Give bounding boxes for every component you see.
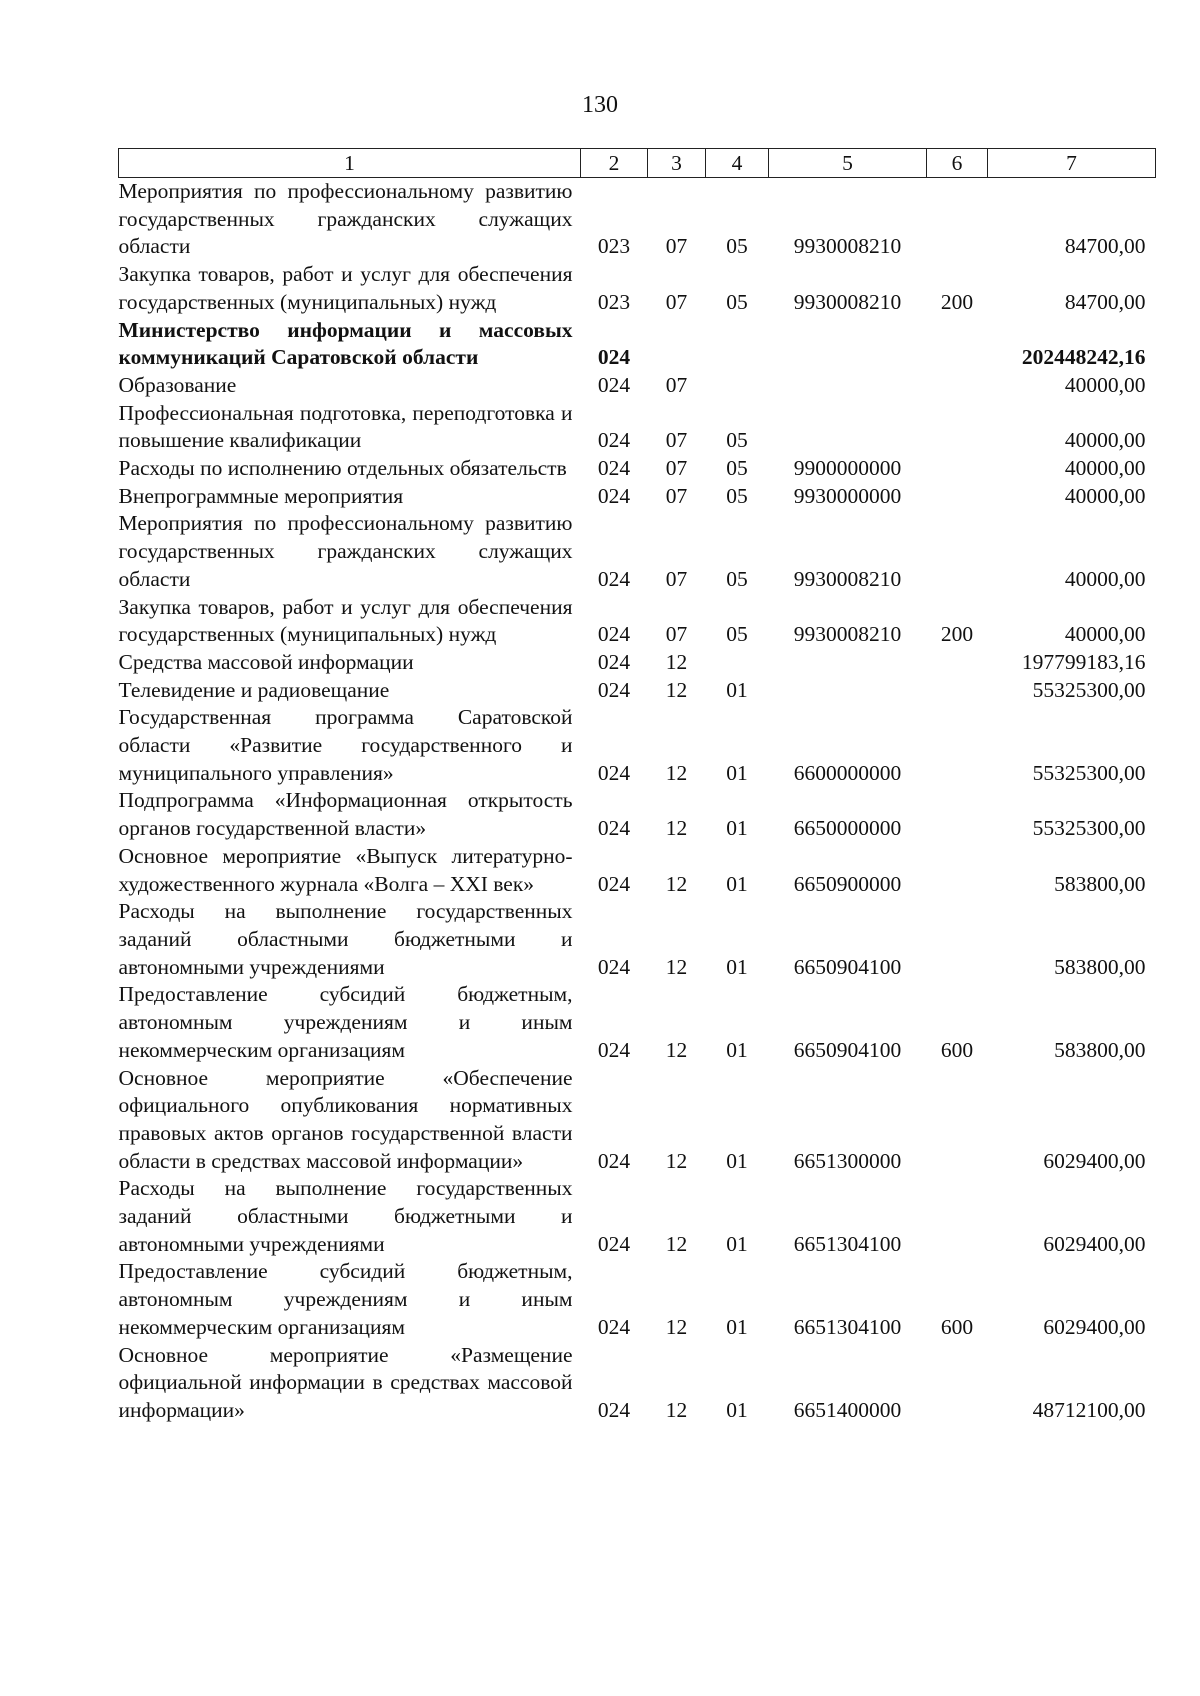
table-body — [119, 178, 1156, 1425]
row-subsection-code: 05 — [726, 289, 748, 314]
table-row — [119, 787, 1156, 842]
row-ministry-code: 023 — [597, 289, 631, 314]
row-amount: 84700,00 — [1064, 289, 1146, 314]
row-expense-type — [927, 704, 988, 787]
row-subsection-code: 05 — [726, 483, 748, 508]
row-target-article: 9930008210 — [793, 622, 902, 647]
row-ministry-code: 024 — [597, 483, 631, 508]
row-subsection-code: 05 — [726, 566, 748, 591]
row-target-article: 6600000000 — [793, 760, 902, 785]
row-ministry-code: 024 — [597, 428, 631, 453]
table-row — [119, 649, 1156, 677]
row-name: Министерство информации и массовых коммуникаций Саратовской области — [118, 317, 573, 370]
row-expense-type — [927, 400, 988, 455]
row-name: Образование — [118, 372, 237, 397]
row-amount: 48712100,00 — [1032, 1397, 1146, 1422]
row-name: Мероприятия по профессиональному развитию государственных гражданских служащих области — [118, 511, 573, 591]
table-row — [119, 898, 1156, 981]
row-section-code: 07 — [665, 289, 688, 314]
header-col-6: 6 — [927, 149, 988, 178]
row-ministry-code: 024 — [597, 649, 631, 674]
row-section-code: 12 — [665, 871, 688, 896]
row-target-article — [769, 677, 927, 705]
row-amount: 6029400,00 — [1043, 1148, 1146, 1173]
row-target-article: 9900000000 — [793, 456, 902, 481]
row-target-article: 6651304100 — [793, 1314, 902, 1339]
row-target-article: 6650900000 — [793, 871, 902, 896]
row-section-code: 12 — [665, 649, 688, 674]
table-row — [119, 455, 1156, 483]
row-subsection-code: 05 — [726, 234, 748, 259]
row-amount: 40000,00 — [1064, 622, 1146, 647]
table-row — [119, 1065, 1156, 1176]
row-ministry-code: 024 — [597, 677, 631, 702]
row-amount: 55325300,00 — [1032, 760, 1146, 785]
row-amount: 40000,00 — [1064, 483, 1146, 508]
row-subsection-code: 05 — [726, 622, 748, 647]
row-section-code: 07 — [665, 456, 688, 481]
row-ministry-code: 024 — [597, 816, 631, 841]
table-row — [119, 372, 1156, 400]
row-expense-type — [927, 317, 988, 372]
row-amount: 55325300,00 — [1032, 677, 1146, 702]
row-subsection-code: 01 — [726, 1148, 748, 1173]
row-expense-type: 600 — [940, 1314, 974, 1339]
row-target-article: 6651400000 — [793, 1397, 902, 1422]
row-expense-type: 600 — [940, 1037, 974, 1062]
row-section-code: 12 — [665, 677, 688, 702]
row-name: Предоставление субсидий бюджетным, автономным учреждениям и иным некоммерческим организациям — [118, 1259, 573, 1339]
row-amount: 197799183,16 — [1021, 649, 1146, 674]
table-row — [119, 843, 1156, 898]
row-ministry-code: 024 — [597, 871, 631, 896]
row-expense-type — [927, 372, 988, 400]
row-target-article: 9930008210 — [793, 566, 902, 591]
row-section-code: 12 — [665, 760, 688, 785]
row-section-code: 07 — [665, 566, 688, 591]
row-subsection-code: 01 — [726, 1037, 748, 1062]
row-subsection-code: 01 — [726, 954, 748, 979]
table-row — [119, 677, 1156, 705]
table-row — [119, 1258, 1156, 1341]
row-expense-type — [927, 1065, 988, 1176]
row-section-code: 07 — [665, 483, 688, 508]
row-amount: 583800,00 — [1054, 871, 1146, 896]
row-subsection-code — [706, 649, 769, 677]
row-name: Закупка товаров, работ и услуг для обеспечения государственных (муниципальных) нужд — [118, 594, 573, 647]
row-target-article — [769, 649, 927, 677]
row-expense-type — [927, 178, 988, 262]
row-section-code: 12 — [665, 1314, 688, 1339]
row-target-article — [769, 317, 927, 372]
row-section-code: 12 — [665, 1037, 688, 1062]
row-name: Расходы на выполнение государственных заданий областными бюджетными и автономными учреждениями — [118, 1176, 573, 1256]
row-expense-type — [927, 787, 988, 842]
row-expense-type: 200 — [940, 622, 974, 647]
row-ministry-code: 024 — [597, 622, 631, 647]
row-target-article: 6650904100 — [793, 1037, 902, 1062]
row-target-article: 9930000000 — [793, 483, 902, 508]
row-expense-type — [927, 843, 988, 898]
row-section-code: 12 — [665, 1148, 688, 1173]
table-header — [119, 149, 1156, 178]
row-expense-type — [927, 510, 988, 593]
row-section-code: 07 — [665, 622, 688, 647]
row-subsection-code: 01 — [726, 1231, 748, 1256]
row-amount: 40000,00 — [1064, 428, 1146, 453]
row-subsection-code: 01 — [726, 1397, 748, 1422]
row-ministry-code: 024 — [597, 372, 631, 397]
row-target-article — [769, 400, 927, 455]
row-ministry-code: 024 — [597, 954, 631, 979]
row-expense-type — [927, 898, 988, 981]
row-name: Основное мероприятие «Выпуск литературно-художественного журнала «Волга – XXI век» — [118, 843, 573, 896]
row-name: Основное мероприятие «Обеспечение официального опубликования нормативных правовых актов органов государственной власти области в средствах массовой информации» — [118, 1065, 573, 1173]
row-subsection-code — [706, 317, 769, 372]
header-col-2: 2 — [581, 149, 648, 178]
row-subsection-code: 01 — [726, 871, 748, 896]
row-ministry-code: 024 — [597, 345, 631, 370]
table-row — [119, 1175, 1156, 1258]
row-target-article: 6651300000 — [793, 1148, 902, 1173]
row-name: Внепрограммные мероприятия — [118, 483, 404, 508]
row-name: Основное мероприятие «Размещение официальной информации в средствах массовой информации» — [118, 1342, 573, 1422]
row-ministry-code: 024 — [597, 1231, 631, 1256]
row-name: Мероприятия по профессиональному развитию государственных гражданских служащих области — [118, 179, 573, 259]
row-name: Закупка товаров, работ и услуг для обеспечения государственных (муниципальных) нужд — [118, 262, 573, 314]
row-section-code: 12 — [665, 954, 688, 979]
table-row — [119, 178, 1156, 262]
row-expense-type — [927, 677, 988, 705]
table-row — [119, 1342, 1156, 1425]
table-row — [119, 400, 1156, 455]
row-subsection-code: 01 — [726, 677, 748, 702]
row-ministry-code: 024 — [597, 760, 631, 785]
row-ministry-code: 024 — [597, 1314, 631, 1339]
row-amount: 40000,00 — [1064, 566, 1146, 591]
row-expense-type — [927, 483, 988, 511]
header-col-7: 7 — [988, 149, 1156, 178]
header-col-5: 5 — [769, 149, 927, 178]
row-amount: 40000,00 — [1064, 372, 1146, 397]
header-col-4: 4 — [706, 149, 769, 178]
row-name: Средства массовой информации — [118, 649, 414, 674]
page-number: 130 — [582, 92, 618, 118]
row-subsection-code — [706, 372, 769, 400]
table-row — [119, 704, 1156, 787]
row-section-code: 12 — [665, 816, 688, 841]
row-expense-type — [927, 1342, 988, 1425]
row-amount: 6029400,00 — [1043, 1314, 1146, 1339]
row-ministry-code: 024 — [597, 1397, 631, 1422]
row-ministry-code: 024 — [597, 456, 631, 481]
row-subsection-code: 05 — [726, 456, 748, 481]
row-section-code: 12 — [665, 1231, 688, 1256]
row-expense-type — [927, 649, 988, 677]
row-target-article: 9930008210 — [793, 234, 902, 259]
row-expense-type: 200 — [940, 289, 974, 314]
table-row — [119, 981, 1156, 1064]
row-name: Профессиональная подготовка, переподготовка и повышение квалификации — [118, 400, 573, 453]
budget-table — [118, 148, 1156, 1425]
row-target-article: 6650000000 — [793, 816, 902, 841]
row-target-article: 9930008210 — [793, 289, 902, 314]
row-name: Расходы по исполнению отдельных обязательств — [118, 456, 567, 481]
row-subsection-code: 01 — [726, 760, 748, 785]
table-row — [119, 261, 1156, 316]
row-target-article — [769, 372, 927, 400]
row-ministry-code: 024 — [597, 566, 631, 591]
row-section-code: 07 — [665, 234, 688, 259]
row-amount: 55325300,00 — [1032, 816, 1146, 841]
row-section-code: 12 — [665, 1397, 688, 1422]
row-amount: 202448242,16 — [1021, 345, 1146, 370]
row-name: Предоставление субсидий бюджетным, автономным учреждениям и иным некоммерческим организациям — [118, 982, 573, 1062]
row-expense-type — [927, 1175, 988, 1258]
row-section-code: 07 — [665, 428, 688, 453]
row-ministry-code: 024 — [597, 1148, 631, 1173]
row-name: Государственная программа Саратовской области «Развитие государственного и муниципального управления» — [118, 705, 573, 785]
row-target-article: 6651304100 — [793, 1231, 902, 1256]
row-amount: 583800,00 — [1054, 954, 1146, 979]
row-section-code — [648, 317, 706, 372]
row-amount: 84700,00 — [1064, 234, 1146, 259]
row-subsection-code: 05 — [726, 428, 748, 453]
table-row — [119, 594, 1156, 649]
table-row — [119, 510, 1156, 593]
row-amount: 583800,00 — [1054, 1037, 1146, 1062]
row-amount: 6029400,00 — [1043, 1231, 1146, 1256]
table-row — [119, 483, 1156, 511]
row-subsection-code: 01 — [726, 1314, 748, 1339]
row-name: Телевидение и радиовещание — [118, 677, 390, 702]
row-subsection-code: 01 — [726, 816, 748, 841]
row-name: Расходы на выполнение государственных заданий областными бюджетными и автономными учреждениями — [118, 899, 573, 979]
row-ministry-code: 024 — [597, 1037, 631, 1062]
row-section-code: 07 — [665, 372, 688, 397]
header-col-3: 3 — [648, 149, 706, 178]
row-amount: 40000,00 — [1064, 456, 1146, 481]
row-name: Подпрограмма «Информационная открытость органов государственной власти» — [118, 788, 573, 841]
row-target-article: 6650904100 — [793, 954, 902, 979]
table-row — [119, 317, 1156, 372]
header-row — [119, 149, 1156, 178]
row-expense-type — [927, 455, 988, 483]
header-col-1: 1 — [119, 149, 581, 178]
row-ministry-code: 023 — [597, 234, 631, 259]
